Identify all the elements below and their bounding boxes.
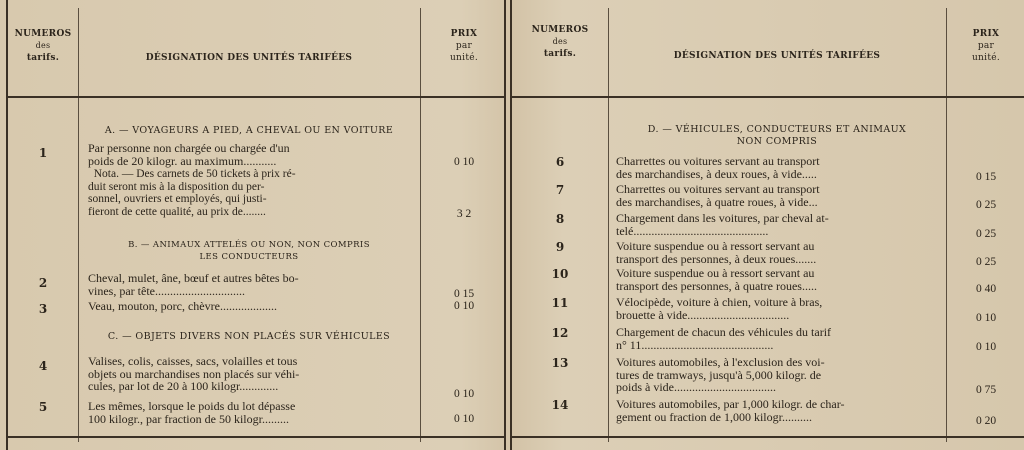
designation-header: DÉSIGNATION DES UNITÉS TARIFÉES — [145, 53, 353, 63]
tariff-number: 14 — [551, 398, 569, 412]
tariff-number: 11 — [551, 296, 569, 310]
tariff-number: 8 — [555, 212, 565, 226]
tariff-description: Les mêmes, lorsque le poids du lot dépasse 100 kilogr., par fraction de 50 kilogr......... — [88, 399, 296, 426]
section-b-title: B. — ANIMAUX ATTELÉS OU NON, NON COMPRIS LES CONDUCTEURS — [128, 240, 370, 262]
section-c-title: C. — OBJETS DIVERS NON PLACÉS SUR VÉHICULES — [107, 331, 391, 342]
tariff-number: 1 — [38, 146, 48, 160]
nota-price: 3 2 — [456, 208, 472, 220]
tariff-number: 6 — [555, 155, 565, 169]
tariff-description: Par personne non chargée ou chargée d'un poids de 20 kilogr. au maximum........... — [88, 141, 290, 168]
tariff-number: 13 — [551, 356, 569, 370]
tariff-price: 0 10 — [453, 300, 475, 312]
section-d-title: D. — VÉHICULES, CONDUCTEURS ET ANIMAUX NON COMPRIS — [647, 124, 907, 147]
tariff-description: Chargement de chacun des véhicules du tarif n° 11............................................ — [616, 325, 832, 352]
numeros-header: NUMEROS des tarifs. — [14, 29, 72, 63]
tariff-description: Valises, colis, caisses, sacs, volailles et tous objets ou marchandises non placés sur véhi- cules, par lot de 20 à 100 kilogr............. — [88, 354, 300, 393]
designation-header: DÉSIGNATION DES UNITÉS TARIFÉES — [673, 51, 881, 61]
tariff-number: 3 — [38, 302, 48, 316]
tariff-description: Voitures automobiles, par 1,000 kilogr. de char- gement ou fraction de 1,000 kilogr.......... — [616, 397, 845, 424]
tariff-price: 0 20 — [975, 415, 997, 427]
tariff-description: Voiture suspendue ou à ressort servant au transport des personnes, à deux roues....... — [616, 239, 817, 266]
tariff-description: Voitures automobiles, à l'exclusion des voi- tures de tramways, jusqu'à 5,000 kilogr. de poids à vide.................................. — [616, 355, 825, 394]
left-table — [6, 0, 506, 450]
tariff-description: Charrettes ou voitures servant au transport des marchandises, à quatre roues, à vide... — [616, 182, 820, 209]
tariff-price: 0 75 — [975, 384, 997, 396]
tariff-number: 5 — [38, 400, 48, 414]
tariff-description: Vélocipède, voiture à chien, voiture à bras, brouette à vide.................................. — [616, 295, 823, 322]
tariff-description: Chargement dans les voitures, par cheval at- telé............................................. — [616, 211, 829, 238]
tariff-description: Veau, mouton, porc, chèvre................... — [88, 299, 277, 313]
tariff-description: Voiture suspendue ou à ressort servant au transport des personnes, à quatre roues..... — [616, 266, 817, 293]
tariff-number: 10 — [551, 267, 569, 281]
tariff-number: 7 — [555, 183, 565, 197]
tariff-price: 0 25 — [975, 199, 997, 211]
section-a-title: A. — VOYAGEURS A PIED, A CHEVAL OU EN VOITURE — [104, 125, 394, 136]
prix-header: PRIX par unité. — [971, 29, 1001, 63]
tariff-price: 0 10 — [453, 413, 475, 425]
tariff-number: 12 — [551, 326, 569, 340]
tariff-number: 4 — [38, 359, 48, 373]
nota-text: Nota. — Des carnets de 50 tickets à prix ré- duit seront mis à la disposition du per- sonnel, ouvriers et employés, qui justi- fieront de cette qualité, au prix de........ — [88, 168, 296, 218]
numeros-header: NUMEROS des tarifs. — [531, 25, 589, 59]
tariff-number: 9 — [555, 240, 565, 254]
tariff-price: 0 10 — [453, 156, 475, 168]
tariff-price: 0 10 — [975, 312, 997, 324]
tariff-price: 0 15 — [453, 288, 475, 300]
tariff-price: 0 40 — [975, 283, 997, 295]
prix-header: PRIX par unité. — [449, 29, 479, 63]
tariff-price: 0 10 — [453, 388, 475, 400]
tariff-price: 0 15 — [975, 171, 997, 183]
tariff-price: 0 25 — [975, 256, 997, 268]
tariff-description: Cheval, mulet, âne, bœuf et autres bêtes bo- vines, par tête.............................. — [88, 271, 299, 298]
tariff-price: 0 25 — [975, 228, 997, 240]
right-table — [510, 0, 1024, 450]
tariff-description: Charrettes ou voitures servant au transport des marchandises, à deux roues, à vide..... — [616, 154, 820, 181]
tariff-number: 2 — [38, 276, 48, 290]
tariff-price: 0 10 — [975, 341, 997, 353]
